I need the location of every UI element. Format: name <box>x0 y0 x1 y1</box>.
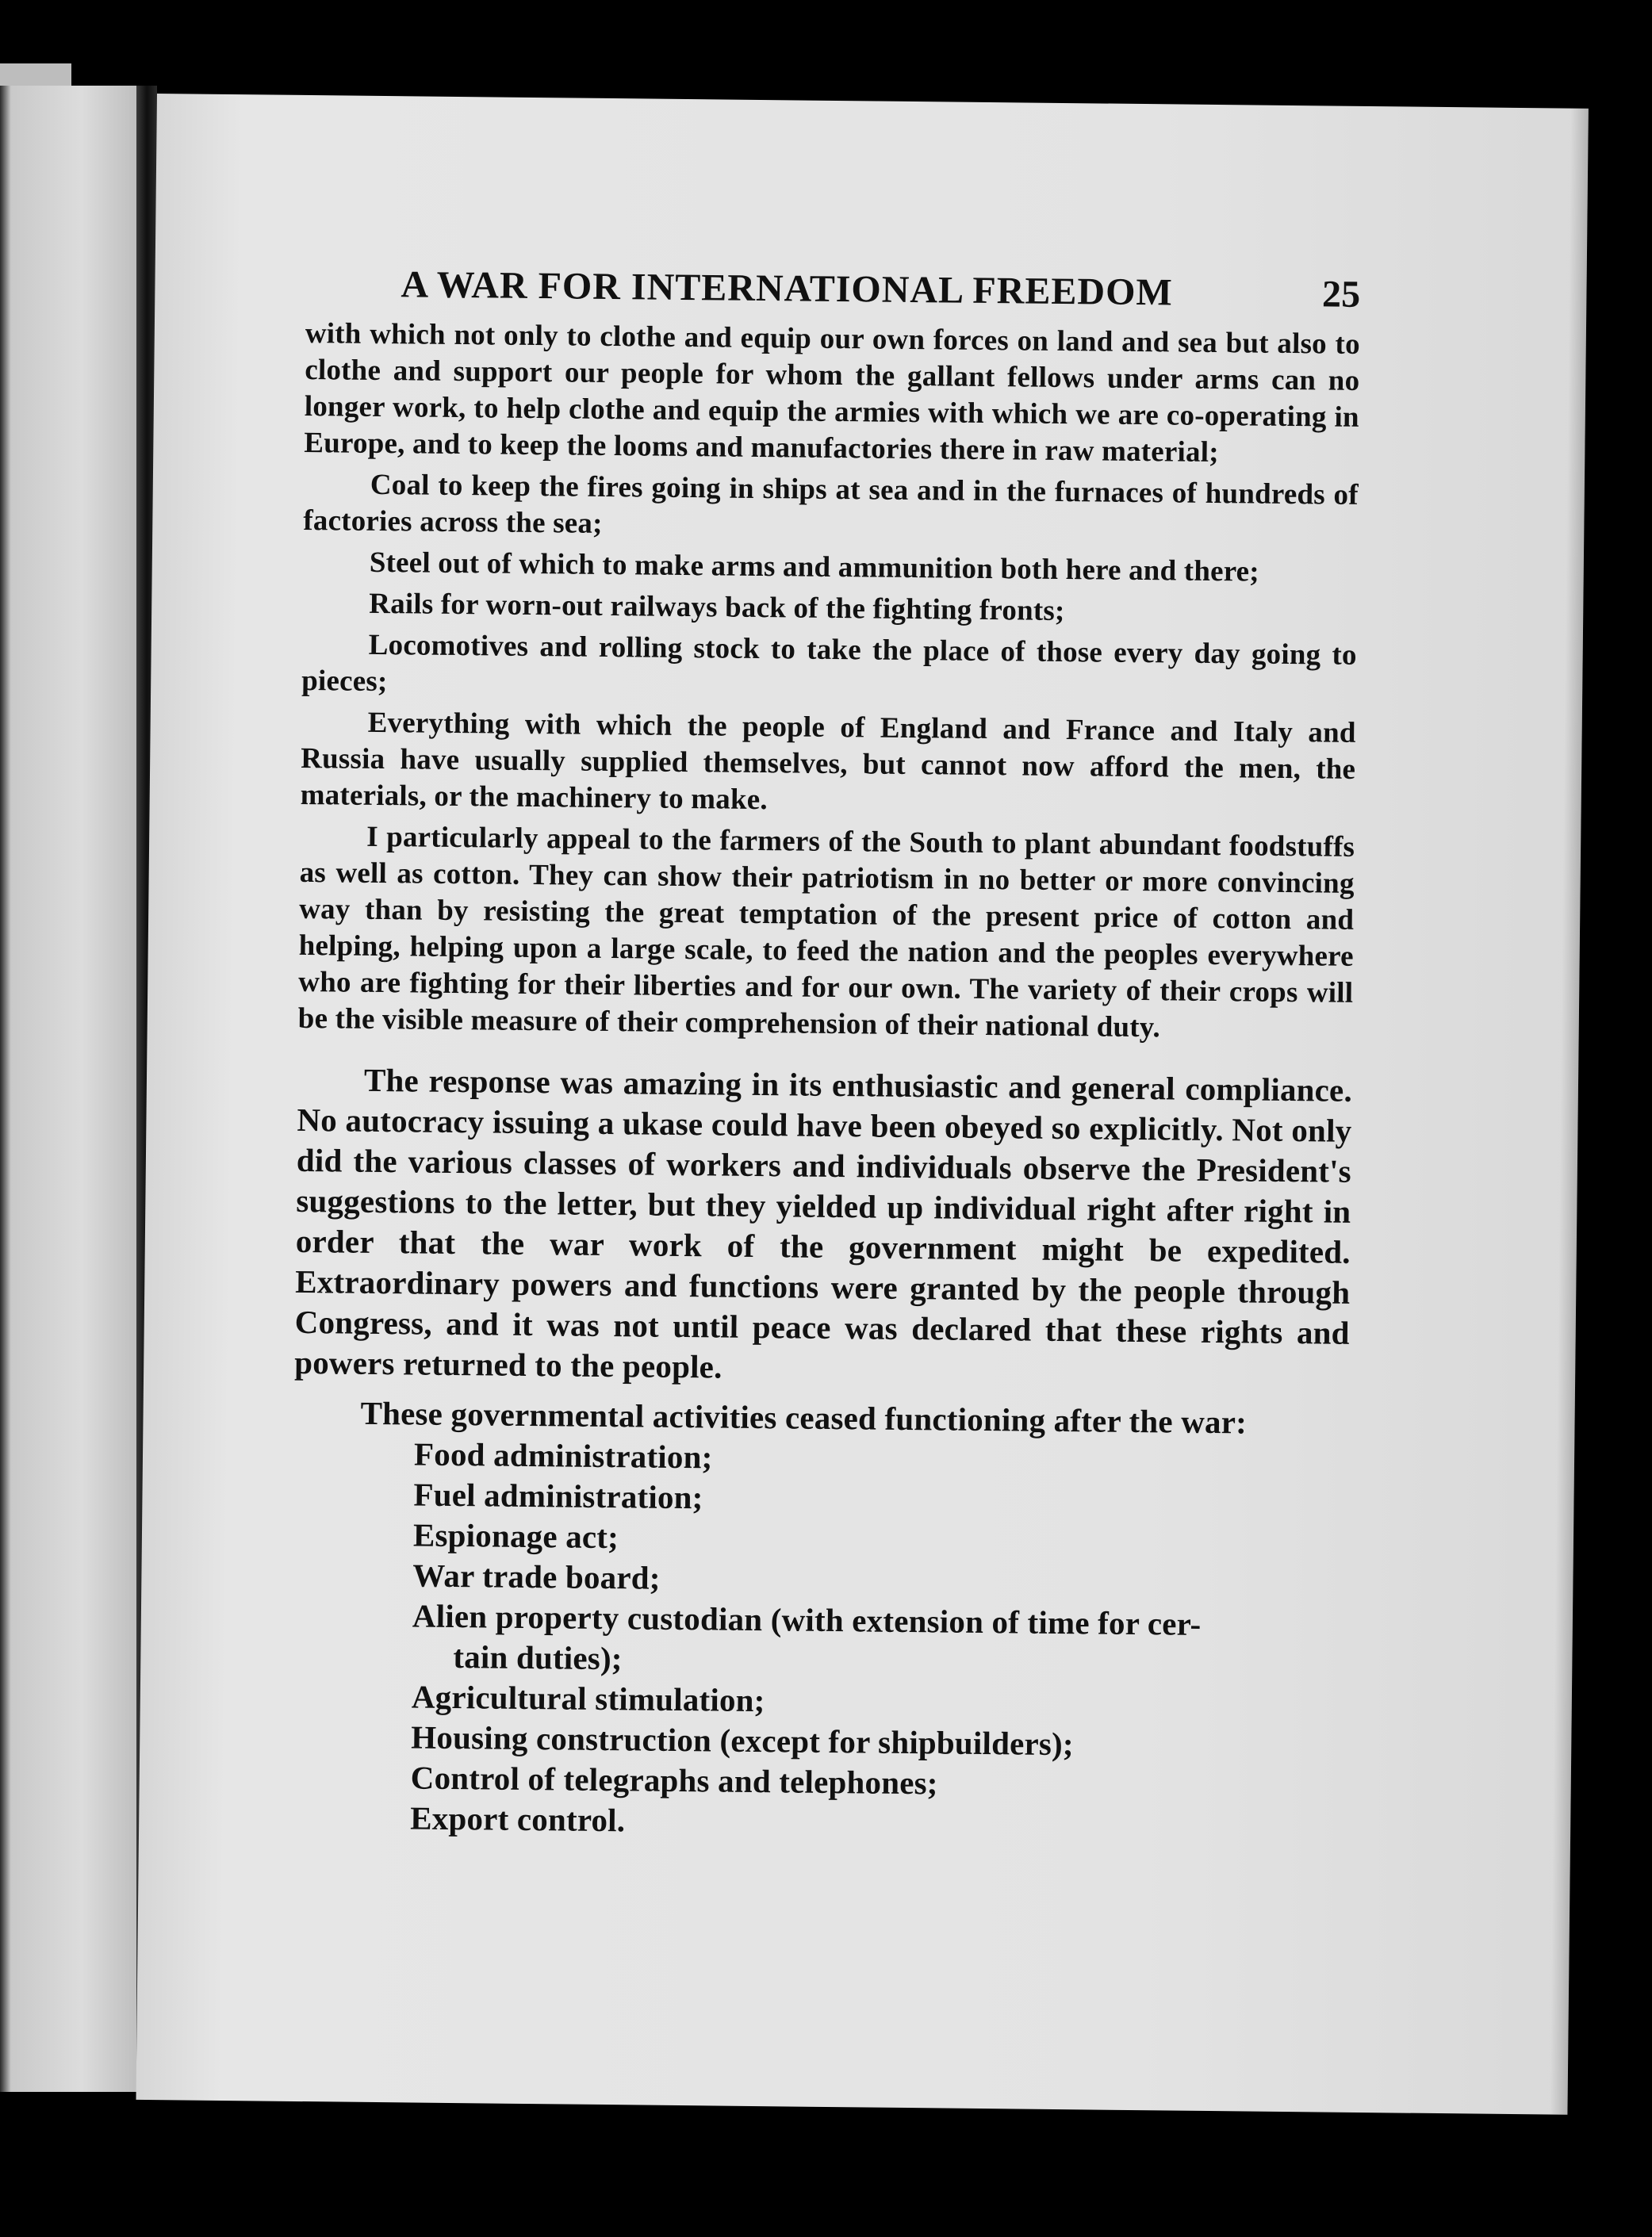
body-paragraph: The response was amazing in its enthusiastic and general compliance. No autocracy issuing a ukase could have been obeyed so explicitly. Not only did the various classes of workers and individuals observe the President's suggestions to the letter, but they yielded up individual right after right in order that the war work of the government might be expedited. Extraordinary powers and functions were granted by the people through Congress, and it was not until peace was declared that these rights and powers returned to the people. <box>294 1061 1353 1385</box>
list-item <box>410 1798 1344 1848</box>
list-item-continuation: tain duties); <box>453 1638 623 1677</box>
page-text-block <box>289 262 1361 1848</box>
list-item-text: Agricultural stimulation; <box>411 1678 765 1719</box>
list-item-text: Control of telegraphs and telephones; <box>410 1759 938 1802</box>
running-head-title: A WAR FOR INTERNATIONAL FREEDOM <box>401 263 1174 314</box>
list-item-text: Food administration; <box>413 1435 713 1476</box>
list-item-text: Fuel administration; <box>413 1476 703 1516</box>
list-item <box>412 1595 1347 1686</box>
quote-paragraph: Coal to keep the fires going in ships at sea and in the furnaces of hundreds of factories across the sea; <box>303 468 1359 540</box>
list-item-text: Export control. <box>410 1799 626 1839</box>
page-edge-shadow <box>1550 109 1588 2115</box>
page-number: 25 <box>1321 273 1361 316</box>
facing-page-edge <box>0 86 136 2092</box>
activities-list <box>289 1433 1348 1848</box>
book-page <box>136 94 1589 2115</box>
running-head <box>305 262 1361 317</box>
list-item-text: Alien property custodian (with extension of time for cer- <box>412 1597 1202 1642</box>
quoted-proclamation <box>298 316 1360 1048</box>
quote-paragraph: with which not only to clothe and equip our own forces on land and sea but also to clothe and support our people for whom the gallant fellows under arms can no longer work, to help clothe and equip the armies with which we are co-operating in Europe, and to keep the looms and manufactories there in raw material; <box>304 316 1360 469</box>
quote-paragraph: Steel out of which to make arms and ammunition both here and there; <box>369 546 1260 588</box>
left-page-strip <box>0 63 71 86</box>
body-paragraph: These governmental activities ceased functioning after the war: <box>360 1394 1248 1441</box>
quote-paragraph: I particularly appeal to the farmers of the South to plant abundant foodstuffs as well as cotton. They can show their patriotism in no better or more convincing way than by resisting the great temptation of the present price of cotton and helping, helping upon a large scale, to feed the nation and the peoples everywhere who are fighting for their liberties and for our own. The variety of their crops will be the visible measure of their comprehension of their national duty. <box>297 820 1355 1044</box>
list-item-text: Housing construction (except for shipbuilders); <box>411 1718 1075 1763</box>
list-item-text: Espionage act; <box>412 1516 619 1556</box>
list-item-text: War trade board; <box>412 1557 661 1596</box>
quote-paragraph: Everything with which the people of England and France and Italy and Russia have usually supplied themselves, but cannot now afford the men, the materials, or the machinery to make. <box>300 706 1356 817</box>
body-text <box>293 1059 1352 1444</box>
quote-paragraph: Rails for worn-out railways back of the fighting fronts; <box>369 587 1065 628</box>
quote-paragraph: Locomotives and rolling stock to take the place of those every day going to pieces; <box>301 628 1357 699</box>
